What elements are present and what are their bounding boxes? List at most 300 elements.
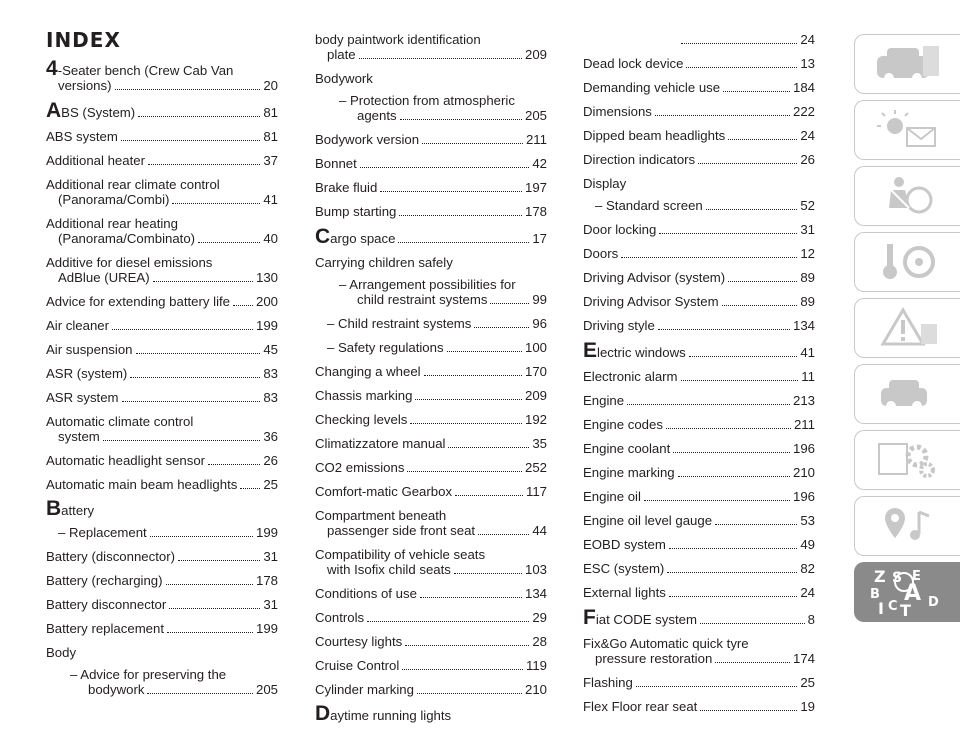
index-heading-text: Display [583, 176, 627, 191]
index-entry[interactable] [46, 549, 278, 564]
dot-leader [130, 377, 260, 378]
index-entry-text: Additive for diesel emissions [46, 255, 213, 270]
page-number[interactable]: 99 [532, 292, 547, 307]
index-entry[interactable] [583, 318, 815, 333]
index-entry[interactable] [583, 56, 815, 71]
index-entry[interactable] [315, 180, 547, 195]
index-entry-text: Battery (recharging) [46, 573, 163, 588]
index-entry[interactable] [583, 104, 815, 119]
index-entry-text: Dead lock device [583, 56, 684, 71]
index-heading [583, 176, 815, 191]
index-entry-text: Cylinder marking [315, 682, 414, 697]
index-entry[interactable] [315, 634, 547, 649]
dot-leader [723, 91, 790, 92]
index-entry[interactable] [315, 316, 547, 331]
warning-triangle-icon [873, 306, 943, 350]
page-number[interactable]: 199 [255, 621, 278, 636]
index-entry[interactable] [583, 561, 815, 576]
page-number[interactable]: 100 [524, 340, 547, 355]
dot-leader [474, 327, 529, 328]
index-entry[interactable] [583, 80, 815, 95]
index-entry-text: Dimensions [583, 104, 652, 119]
index-entry-text: Automatic climate control [46, 414, 194, 429]
dot-leader [233, 305, 253, 306]
dot-leader [103, 440, 261, 441]
dot-leader [686, 67, 797, 68]
dot-leader [621, 257, 797, 258]
page-number[interactable]: 199 [255, 318, 278, 333]
index-entry-text: Electronic alarm [583, 369, 678, 384]
chapter-tab[interactable] [854, 496, 960, 556]
dot-leader [147, 693, 253, 694]
page-number[interactable]: 134 [792, 318, 815, 333]
page-number[interactable]: 170 [524, 364, 547, 379]
page-number[interactable]: 130 [255, 270, 278, 285]
page-number[interactable]: 26 [800, 152, 815, 167]
page-number[interactable]: 117 [525, 484, 547, 499]
svg-text:I: I [877, 599, 884, 618]
dot-leader [447, 351, 522, 352]
page-number[interactable]: 200 [255, 294, 278, 309]
page-number[interactable]: 25 [263, 477, 278, 492]
dot-leader [122, 401, 261, 402]
index-entry-text: Engine oil level gauge [583, 513, 713, 528]
dot-leader [673, 452, 790, 453]
index-initial-letter: D [315, 702, 331, 725]
page-number[interactable]: 20 [263, 78, 278, 93]
page-number[interactable]: 103 [524, 562, 547, 577]
index-entry[interactable] [46, 57, 278, 93]
page-number[interactable]: 196 [792, 489, 815, 504]
index-entry-text: Driving Advisor System [583, 294, 719, 309]
page-number[interactable]: 82 [800, 561, 815, 576]
index-entry[interactable] [315, 547, 547, 577]
index-entry[interactable] [583, 465, 815, 480]
page-number[interactable]: 35 [532, 436, 547, 451]
index-entry[interactable] [315, 132, 547, 147]
index-entry[interactable] [315, 436, 547, 451]
index-entry[interactable] [315, 340, 547, 355]
index-heading [315, 255, 547, 270]
page-number[interactable]: 89 [800, 270, 815, 285]
index-entry-text-cont: with Isofix child seats [327, 562, 451, 577]
page-number[interactable]: 44 [532, 523, 547, 538]
index-entry-text: Additional heater [46, 153, 145, 168]
index-entry[interactable] [583, 369, 815, 384]
index-entry-text: Driving Advisor (system) [583, 270, 726, 285]
index-entry[interactable] [46, 525, 278, 540]
index-entry[interactable] [583, 222, 815, 237]
page-number[interactable]: 8 [807, 612, 815, 627]
index-entry[interactable] [46, 414, 278, 444]
index-letters-icon [868, 566, 948, 618]
page-number[interactable]: 40 [263, 231, 278, 246]
page-number[interactable]: 83 [263, 390, 278, 405]
chapter-tab[interactable] [854, 100, 960, 160]
index-entry[interactable] [46, 366, 278, 381]
page-number[interactable]: 26 [263, 453, 278, 468]
page-number[interactable]: 205 [255, 682, 278, 697]
index-entry-text: Flex Floor rear seat [583, 699, 698, 714]
svg-text:T: T [899, 601, 911, 618]
navigation-music-icon [873, 504, 943, 548]
page-number[interactable]: 209 [524, 388, 547, 403]
index-entry-text: – Child restraint systems [327, 316, 472, 331]
dot-leader [422, 143, 523, 144]
index-entry-text: Comfort-matic Gearbox [315, 484, 453, 499]
page-number[interactable]: 196 [792, 441, 815, 456]
index-entry-text: – Advice for preserving the [70, 667, 227, 682]
dot-leader [728, 281, 797, 282]
page-number[interactable]: 199 [255, 525, 278, 540]
index-entry[interactable] [315, 508, 547, 538]
page-number[interactable]: 31 [263, 549, 278, 564]
index-entry-text: Dipped beam headlights [583, 128, 726, 143]
index-entry[interactable] [46, 667, 278, 697]
page-number[interactable]: 205 [524, 108, 547, 123]
index-entry[interactable] [315, 277, 547, 307]
index-initial-letter: A [46, 99, 62, 122]
page-number[interactable]: 41 [800, 345, 815, 360]
page-number[interactable]: 28 [532, 634, 547, 649]
dot-leader [178, 560, 260, 561]
page-number[interactable]: 11 [801, 369, 815, 384]
page-number[interactable]: 184 [792, 80, 815, 95]
chapter-tab[interactable] [854, 364, 960, 424]
page-number[interactable]: 19 [800, 699, 815, 714]
dot-leader [700, 623, 805, 624]
page-number[interactable]: 25 [800, 675, 815, 690]
index-entry-text: Doors [583, 246, 619, 261]
index-entry[interactable] [46, 477, 278, 492]
index-entry[interactable] [583, 128, 815, 143]
dot-leader [448, 447, 529, 448]
dot-leader [172, 203, 260, 204]
index-entry[interactable] [46, 621, 278, 636]
index-entry[interactable] [583, 489, 815, 504]
page-number[interactable]: 24 [800, 585, 815, 600]
index-entry-text: Engine marking [583, 465, 675, 480]
dot-leader [715, 524, 797, 525]
index-entry-text: Climatizzatore manual [315, 436, 446, 451]
index-entry[interactable] [46, 390, 278, 405]
dot-leader [715, 662, 790, 663]
index-entry-text: ASR system [46, 390, 119, 405]
dot-leader [669, 596, 798, 597]
index-entry[interactable] [583, 152, 815, 167]
index-entry-text-cont: versions) [58, 78, 112, 93]
page-number[interactable]: 81 [263, 129, 278, 144]
index-column-3 [583, 32, 815, 723]
dot-leader [400, 119, 522, 120]
page-number[interactable]: 210 [792, 465, 815, 480]
index-entry-text: Controls [315, 610, 365, 625]
index-entry[interactable] [315, 658, 547, 673]
dot-leader [150, 536, 253, 537]
warning-light-icon [873, 108, 943, 152]
page-number[interactable]: 192 [524, 412, 547, 427]
index-entry[interactable] [583, 393, 815, 408]
dot-leader [681, 43, 797, 44]
index-entry[interactable] [315, 412, 547, 427]
index-entry-text: Conditions of use [315, 586, 417, 601]
index-entry-text-cont: agents [357, 108, 397, 123]
index-entry[interactable] [583, 699, 815, 714]
page-number[interactable]: 96 [532, 316, 547, 331]
page-number[interactable]: 41 [263, 192, 278, 207]
dot-leader [380, 191, 522, 192]
index-entry-text: ASR (system) [46, 366, 128, 381]
index-entry-text-cont: system [58, 429, 100, 444]
page-number[interactable]: 134 [524, 586, 547, 601]
index-entry[interactable] [583, 294, 815, 309]
index-entry[interactable] [583, 636, 815, 666]
index-initial-letter: 4 [46, 57, 58, 80]
index-entry[interactable] [583, 513, 815, 528]
index-initial-letter: E [583, 339, 598, 362]
car-maintenance-icon [873, 372, 943, 416]
dot-leader [208, 464, 260, 465]
index-entry-text: – Safety regulations [327, 340, 444, 355]
dot-leader [359, 58, 522, 59]
index-entry-text: Bodywork version [315, 132, 420, 147]
index-entry[interactable] [583, 32, 815, 47]
index-entry-text: EOBD system [583, 537, 666, 552]
dot-leader [138, 116, 260, 117]
index-entry[interactable] [46, 177, 278, 207]
dot-leader [728, 139, 797, 140]
index-entry[interactable] [46, 99, 278, 122]
index-entry-text: Air suspension [46, 342, 133, 357]
index-column-2 [315, 32, 547, 730]
page-number[interactable]: 24 [800, 128, 815, 143]
index-entry[interactable] [315, 586, 547, 601]
index-entry-text: External lights [583, 585, 666, 600]
index-entry-text: – Arrangement possibilities for [339, 277, 516, 292]
index-entry-text: Additional rear climate control [46, 177, 220, 192]
index-entry[interactable] [46, 453, 278, 468]
page-number[interactable]: 12 [800, 246, 815, 261]
index-entry-text: Battery replacement [46, 621, 165, 636]
index-entry[interactable] [46, 255, 278, 285]
dot-leader [689, 356, 798, 357]
index-entry-text: Advice for extending battery life [46, 294, 230, 309]
page-number[interactable]: 24 [800, 32, 815, 47]
page-number[interactable]: 13 [800, 56, 815, 71]
dot-leader [402, 669, 523, 670]
page-number[interactable]: 178 [524, 204, 547, 219]
index-entry[interactable] [46, 216, 278, 246]
index-entry[interactable] [46, 129, 278, 144]
dot-leader [490, 303, 529, 304]
dot-leader [198, 242, 260, 243]
index-entry-text: Additional rear heating [46, 216, 178, 231]
page-number[interactable]: 211 [793, 417, 815, 432]
index-entry[interactable] [315, 32, 547, 62]
index-entry-text: – Standard screen [595, 198, 703, 213]
index-entry-text: Flashing [583, 675, 633, 690]
index-entry[interactable] [46, 318, 278, 333]
page-number[interactable]: 252 [524, 460, 547, 475]
page-number[interactable]: 89 [800, 294, 815, 309]
index-entry-text-cont: (Panorama/Combi) [58, 192, 170, 207]
dot-leader [627, 404, 790, 405]
index-entry[interactable] [583, 339, 815, 362]
svg-text:A: A [903, 581, 921, 606]
index-initial-letter: B [46, 497, 62, 520]
index-heading [46, 645, 278, 660]
dot-leader [240, 488, 260, 489]
index-entry-text: BS (System) [61, 105, 136, 120]
svg-text:D: D [927, 595, 939, 610]
index-entry[interactable] [315, 93, 547, 123]
index-entry[interactable] [46, 573, 278, 588]
page-number[interactable]: 83 [263, 366, 278, 381]
page-number[interactable]: 174 [792, 651, 815, 666]
dot-leader [722, 305, 798, 306]
page-number[interactable]: 45 [263, 342, 278, 357]
dot-leader [166, 584, 253, 585]
dot-leader [167, 632, 253, 633]
index-entry-text: Compartment beneath [315, 508, 447, 523]
index-entry[interactable] [583, 606, 815, 629]
dot-leader [454, 573, 522, 574]
index-entry-text: Fix&Go Automatic quick tyre [583, 636, 749, 651]
seatbelt-airbag-icon [873, 174, 943, 218]
index-entry[interactable] [583, 537, 815, 552]
index-entry-text-cont: passenger side front seat [327, 523, 476, 538]
index-entry[interactable] [315, 610, 547, 625]
page-number[interactable]: 36 [263, 429, 278, 444]
index-entry[interactable] [583, 198, 815, 213]
index-entry-text: – Replacement [58, 525, 147, 540]
page-number[interactable]: 49 [800, 537, 815, 552]
svg-text:E: E [911, 569, 921, 584]
index-entry[interactable] [315, 484, 547, 499]
dot-leader [658, 329, 790, 330]
page-number[interactable]: 119 [525, 658, 547, 673]
dot-leader [681, 380, 799, 381]
chapter-tab[interactable] [854, 232, 960, 292]
page-number[interactable]: 52 [800, 198, 815, 213]
page-number[interactable]: 31 [800, 222, 815, 237]
index-entry-text: Checking levels [315, 412, 408, 427]
index-entry[interactable] [315, 225, 547, 248]
chapter-tab[interactable] [854, 298, 960, 358]
index-entry[interactable] [315, 682, 547, 697]
index-entry-text: Automatic main beam headlights [46, 477, 238, 492]
chapter-tab[interactable] [854, 562, 960, 622]
index-heading-text: aytime running lights [330, 708, 452, 723]
index-entry-text: Air cleaner [46, 318, 110, 333]
page-number[interactable]: 222 [792, 104, 815, 119]
index-entry-text: Bonnet [315, 156, 357, 171]
index-entry-text-cont: AdBlue (UREA) [58, 270, 150, 285]
dot-leader [399, 215, 522, 216]
page-number[interactable]: 209 [524, 47, 547, 62]
index-entry-text: Engine oil [583, 489, 641, 504]
key-steering-icon [873, 240, 943, 284]
index-entry[interactable] [315, 364, 547, 379]
dot-leader [405, 645, 529, 646]
dot-leader [655, 115, 790, 116]
index-entry-text: Brake fluid [315, 180, 378, 195]
chapter-tab[interactable] [854, 430, 960, 490]
dot-leader [659, 233, 797, 234]
index-entry-text: argo space [330, 231, 396, 246]
chapter-tab[interactable] [854, 166, 960, 226]
page-number[interactable]: 178 [255, 573, 278, 588]
index-entry-text: – Protection from atmospheric [339, 93, 515, 108]
page-number[interactable]: 37 [263, 153, 278, 168]
index-entry-text-cont: plate [327, 47, 356, 62]
index-heading-text: Body [46, 645, 77, 660]
index-entry-text: Direction indicators [583, 152, 696, 167]
index-entry[interactable] [315, 388, 547, 403]
dot-leader [398, 242, 529, 243]
page-number[interactable]: 29 [532, 610, 547, 625]
page-number[interactable]: 210 [524, 682, 547, 697]
index-entry[interactable] [583, 270, 815, 285]
page-number[interactable]: 31 [263, 597, 278, 612]
gears-icon [873, 438, 943, 482]
svg-text:C: C [887, 599, 898, 614]
page-number[interactable]: 42 [532, 156, 547, 171]
index-heading-text: Carrying children safely [315, 255, 453, 270]
index-entry-text: ABS system [46, 129, 118, 144]
chapter-tabs [854, 34, 960, 628]
page-number[interactable]: 213 [792, 393, 815, 408]
index-entry-text: Cruise Control [315, 658, 400, 673]
index-entry-text: Engine codes [583, 417, 663, 432]
dot-leader [407, 471, 522, 472]
page-number[interactable]: 197 [524, 180, 547, 195]
index-entry-text: Engine coolant [583, 441, 671, 456]
page-number[interactable]: 81 [263, 105, 278, 120]
index-entry[interactable] [46, 597, 278, 612]
dot-leader [698, 163, 797, 164]
index-entry[interactable] [315, 156, 547, 171]
dot-leader [636, 686, 797, 687]
dot-leader [644, 500, 790, 501]
page-number[interactable]: 53 [800, 513, 815, 528]
svg-text:B: B [869, 587, 880, 602]
index-entry[interactable] [46, 342, 278, 357]
index-entry-text: Demanding vehicle use [583, 80, 721, 95]
dot-leader [360, 167, 530, 168]
dot-leader [700, 710, 797, 711]
index-entry-text: Battery (disconnector) [46, 549, 175, 564]
dot-leader [417, 693, 522, 694]
index-entry[interactable] [46, 294, 278, 309]
page-number[interactable]: 211 [525, 132, 547, 147]
index-entry-text: lectric windows [597, 345, 686, 360]
page-number[interactable]: 17 [532, 231, 547, 246]
index-entry[interactable] [583, 441, 815, 456]
index-entry[interactable] [315, 204, 547, 219]
dot-leader [415, 399, 522, 400]
index-entry[interactable] [583, 585, 815, 600]
index-entry[interactable] [583, 417, 815, 432]
index-entry[interactable] [46, 153, 278, 168]
chapter-tab[interactable] [854, 34, 960, 94]
car-dashboard-icon [873, 42, 943, 86]
index-entry-text: Engine [583, 393, 625, 408]
index-letter-heading [315, 702, 547, 725]
index-entry[interactable] [315, 460, 547, 475]
index-entry[interactable] [583, 675, 815, 690]
index-entry[interactable] [583, 246, 815, 261]
